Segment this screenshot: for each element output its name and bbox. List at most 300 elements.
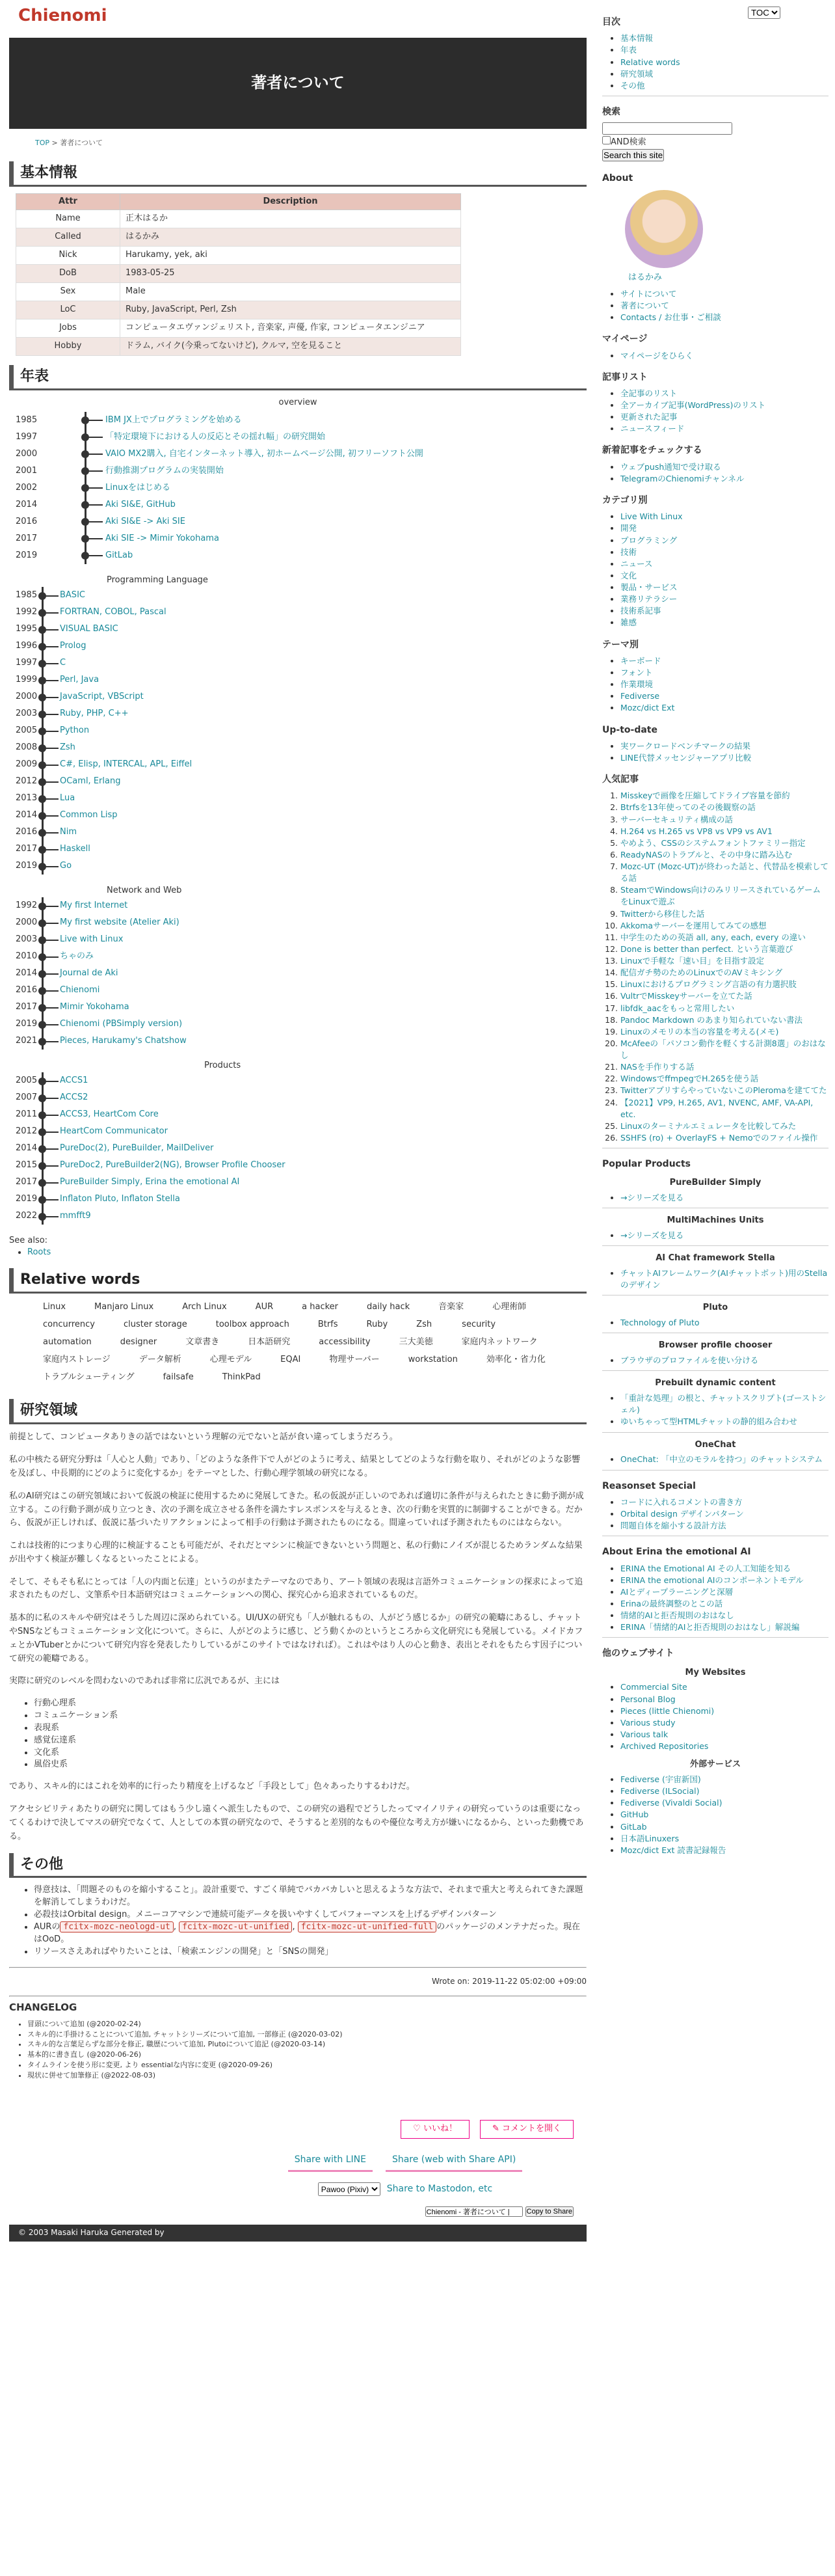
sidebar-link[interactable]: Btrfsを13年使ってのその後観察の話 <box>620 802 756 813</box>
sidebar-list-item <box>620 1785 828 1797</box>
sidebar-link[interactable]: 配信ガチ勢のためのLinuxでのAVミキシング <box>620 968 783 978</box>
sidebar-link[interactable]: Akkomaサーバーを運用してみての感想 <box>620 920 767 930</box>
site-title[interactable]: Chienomi <box>18 6 107 25</box>
timeline-entry[interactable]: Haskell <box>60 843 90 854</box>
timeline-stem <box>44 906 59 907</box>
relative-word[interactable]: 家庭内ネットワーク <box>461 1336 538 1347</box>
list-item: • 文化系 <box>34 1747 587 1759</box>
timeline-row <box>16 999 587 1016</box>
sidebar-list-item <box>620 1809 828 1821</box>
and-search-checkbox[interactable] <box>602 136 611 144</box>
sidebar-list-item <box>620 582 828 593</box>
timeline-entry[interactable]: BASIC <box>60 590 85 600</box>
relative-word[interactable]: AUR <box>255 1302 274 1312</box>
sidebar-link[interactable]: Pieces (little Chienomi) <box>620 1705 715 1716</box>
sidebar-link[interactable]: 開発 <box>620 523 637 534</box>
timeline-entry[interactable]: Perl, Java <box>60 674 99 685</box>
package-code: fcitx-mozc-ut-unified-full <box>298 1921 437 1932</box>
timeline-year: 2016 <box>16 826 38 837</box>
timeline-entry[interactable]: C <box>60 657 66 668</box>
copy-share-button[interactable]: Copy to Share <box>526 2207 572 2216</box>
sidebar-link[interactable]: ニュース <box>620 558 653 569</box>
sidebar-link[interactable]: Commercial Site <box>620 1682 687 1692</box>
value-cell: Ruby, JavaScript, Perl, Zsh <box>120 301 461 319</box>
timeline-row <box>16 1191 587 1208</box>
relative-word[interactable]: EQAI <box>280 1354 301 1364</box>
timeline-entry[interactable]: My first website (Atelier Aki) <box>60 917 179 927</box>
toc-select[interactable] <box>748 7 780 19</box>
timeline-year: 2017 <box>16 1001 38 1012</box>
sidebar-list-item <box>620 932 828 943</box>
sidebar-link[interactable]: GitLab <box>620 1821 647 1832</box>
timeline-entry[interactable]: Aki SI&E -> Aki SIE <box>105 516 185 526</box>
timeline-row <box>16 807 587 824</box>
relative-word[interactable]: 三大美徳 <box>399 1336 433 1347</box>
timeline-year: 2022 <box>16 1210 38 1221</box>
sidebar-link[interactable]: 「重計な処理」の根と、チャットスクリプト(ゴーストシェル) <box>620 1393 827 1415</box>
sidebar-link[interactable]: 日本語Linuxers <box>620 1833 680 1843</box>
sidebar-link[interactable]: Various study <box>620 1717 676 1728</box>
sidebar-link[interactable]: Contacts / お仕事・ご相談 <box>620 312 721 323</box>
timeline-entry[interactable]: Lua <box>60 793 75 803</box>
sidebar-list-item <box>620 1610 828 1621</box>
sidebar-link[interactable]: libfdk_aacをもっと常用したい <box>620 1003 735 1013</box>
sidebar-link[interactable]: →シリーズを見る <box>620 1230 684 1241</box>
changelog-item: • タイムラインを使う形に変更, より essentialな内容に変更 (@2020-09-26) <box>27 2060 587 2070</box>
sidebar-link[interactable]: 製品・サービス <box>620 582 678 593</box>
timeline-entry[interactable]: ACCS3, HeartCom Core <box>60 1109 159 1119</box>
sidebar-link[interactable]: 業務リテラシー <box>620 594 678 604</box>
sidebar-link[interactable]: 全アーカイブ記事(WordPress)のリスト <box>620 400 766 411</box>
relative-word[interactable]: accessibility <box>319 1336 371 1347</box>
timeline-entry[interactable]: mmfft9 <box>60 1210 91 1221</box>
relative-word[interactable]: 文章書き <box>185 1336 220 1347</box>
timeline-row <box>16 688 587 705</box>
sidebar-link[interactable]: 技術 <box>620 547 637 557</box>
sidebar-link[interactable]: LINE代替メッセンジャーアプリ比較 <box>620 752 752 763</box>
sidebar-link[interactable]: SSHFS (ro) + OverlayFS + Nemoでのファイル操作 <box>620 1132 818 1143</box>
timeline-entry[interactable]: Ruby, PHP, C++ <box>60 708 129 718</box>
timeline-row <box>16 1033 587 1050</box>
relative-word[interactable]: Arch Linux <box>182 1302 227 1312</box>
sidebar-link[interactable]: Orbital design デザインパターン <box>620 1508 744 1519</box>
sidebar-link[interactable]: Personal Blog <box>620 1694 676 1704</box>
sidebar-subheading: 外部サービス <box>689 1759 741 1770</box>
and-search-text: AND検索 <box>611 137 646 148</box>
sidebar-link[interactable]: 全記事のリスト <box>620 388 678 398</box>
timeline-entry[interactable]: Inflaton Pluto, Inflaton Stella <box>60 1193 180 1204</box>
timeline-stem <box>44 973 59 975</box>
sidebar-list-item <box>620 1268 828 1291</box>
sidebar-link[interactable]: 実ワークロードベンチマークの結果 <box>620 740 751 751</box>
timeline-stem <box>44 680 59 681</box>
sidebar-link[interactable]: Technology of Pluto <box>620 1318 700 1328</box>
sidebar-list-item <box>620 884 828 908</box>
sidebar-link[interactable]: Fediverse (宇宙新国) <box>620 1774 701 1784</box>
sidebar-link[interactable]: コードに入れるコメントの書き方 <box>620 1497 743 1507</box>
sidebar-link[interactable]: Archived Repositories <box>620 1741 709 1752</box>
timeline-entry[interactable]: My first Internet <box>60 900 128 910</box>
value-cell: 正木はるか <box>120 210 461 228</box>
sidebar-link[interactable]: McAfeeの「パソコン動作を軽くする計測8選」のおはなし <box>620 1038 826 1061</box>
footer-copyright: © 2003 Masaki Haruka Generated by <box>9 2225 587 2242</box>
comment-button[interactable]: ✎ コメントを開く <box>480 2120 574 2139</box>
sidebar-list-item <box>620 861 828 884</box>
timeline-entry[interactable]: ACCS2 <box>60 1092 88 1102</box>
sidebar-list-item <box>620 667 828 679</box>
divider <box>9 1967 587 1968</box>
roots-link[interactable]: Roots <box>27 1247 51 1258</box>
timeline-entry[interactable]: Chienomi <box>60 984 100 995</box>
timeline-entry[interactable]: ACCS1 <box>60 1075 88 1085</box>
table-row <box>16 265 461 283</box>
sidebar-link[interactable]: Fediverse <box>620 691 660 701</box>
sidebar-link[interactable]: Linuxにおけるプログラミング言語の有力選択肢 <box>620 979 797 990</box>
sidebar-heading: Reasonset Special <box>602 1480 696 1491</box>
sidebar-link[interactable]: サイトについて <box>620 288 677 299</box>
timeline-year: 2008 <box>16 742 38 752</box>
sidebar-heading: Popular Products <box>602 1159 691 1170</box>
timeline-entry[interactable]: Zsh <box>60 742 75 752</box>
copy-share-input[interactable] <box>425 2206 523 2217</box>
sidebar-heading: 他のウェブサイト <box>602 1648 674 1659</box>
sidebar-link[interactable]: サーバーセキュリティ構成の話 <box>620 814 733 824</box>
sidebar-link[interactable]: ゆいちゃって型HTMLチャットの静的組み合わせ <box>620 1417 797 1427</box>
relative-word[interactable]: 家庭内ストレージ <box>43 1354 111 1364</box>
timeline-stem <box>44 849 59 850</box>
sidebar-link[interactable]: SteamでWindows向けのみリリースされているゲームをLinuxで遊ぶ <box>620 885 821 907</box>
sidebar-link[interactable]: 著者について <box>620 301 669 311</box>
relative-word[interactable]: workstation <box>408 1354 458 1364</box>
sidebar-link[interactable]: ERINA the Emotional AI その人工知能を知る <box>620 1563 791 1573</box>
page-title: 著者について <box>251 74 345 92</box>
search-input[interactable] <box>602 122 732 135</box>
timeline-entry[interactable]: HeartCom Communicator <box>60 1126 168 1136</box>
sidebar-link[interactable]: Various talk <box>620 1729 669 1739</box>
timeline-entry[interactable]: Pieces, Harukamy's Chatshow <box>60 1035 187 1046</box>
sidebar-link[interactable]: 年表 <box>620 45 637 55</box>
timeline-entry[interactable]: Prolog <box>60 640 86 651</box>
relative-word[interactable]: automation <box>43 1336 92 1347</box>
copy-share <box>22 2206 574 2217</box>
relative-word[interactable]: Linux <box>43 1302 66 1312</box>
timeline-row <box>16 547 587 564</box>
author-link[interactable]: はるかみ <box>628 273 663 283</box>
sidebar-list-item <box>620 1681 828 1693</box>
sidebar-heading: Up-to-date <box>602 724 657 735</box>
changelog-item: • 現状に併せて加筆修正 (@2022-08-03) <box>27 2070 587 2081</box>
sidebar-list-item <box>620 908 828 920</box>
timeline-year: 2001 <box>16 465 38 476</box>
sidebar-link[interactable]: ERINA「情緒的AIと拒否規則のおはなし」解説編 <box>620 1622 800 1633</box>
timeline-entry[interactable]: VISUAL BASIC <box>60 623 118 634</box>
sidebar-list-item <box>620 1598 828 1610</box>
sidebar-link[interactable]: ERINA the emotional AIのコンポーネントモデル <box>620 1575 804 1585</box>
sidebar-list-item <box>620 558 828 570</box>
sidebar-link[interactable]: 研究領域 <box>620 68 654 79</box>
timeline-row <box>16 773 587 790</box>
value-cell: 1983-05-25 <box>120 265 461 283</box>
language-timeline <box>16 587 587 874</box>
changelog-item: • 基本的に書き直し (@2020-06-26) <box>27 2050 587 2060</box>
sidebar-link[interactable]: GitHub <box>620 1810 649 1820</box>
timeline-row <box>16 897 587 914</box>
relative-word[interactable]: failsafe <box>163 1372 194 1382</box>
sidebar-link[interactable]: チャットAIフレームワーク(AIチャットボット)用のStellaのデザイン <box>620 1268 828 1290</box>
timeline-stem <box>87 555 103 556</box>
table-row <box>16 319 461 338</box>
sidebar-list-item <box>620 1014 828 1026</box>
relative-word[interactable]: 日本語研究 <box>248 1336 291 1347</box>
product-name: OneChat <box>695 1439 736 1450</box>
timeline-row <box>16 1089 587 1106</box>
search-button[interactable]: Search this site <box>603 150 663 160</box>
sidebar-link[interactable]: 情緒的AIと拒否規則のおはなし <box>620 1610 734 1621</box>
sidebar-link[interactable]: Linuxのメモリの本当の容量を考える(メモ) <box>620 1026 779 1037</box>
timeline-year: 2016 <box>16 516 38 526</box>
relative-word[interactable]: 効率化・省力化 <box>486 1354 546 1364</box>
timeline-entry[interactable]: GitLab <box>105 550 133 560</box>
timeline-year: 2019 <box>16 860 38 871</box>
timeline-year: 2007 <box>16 1092 38 1102</box>
relative-word[interactable]: Ruby <box>366 1320 388 1330</box>
sidebar-link[interactable]: 作業環境 <box>620 679 654 690</box>
sidebar-link[interactable]: やめよう、CSSのシステムフォントファミリー指定 <box>620 837 806 848</box>
timeline-stem <box>44 765 59 766</box>
sidebar-link[interactable]: OneChat: 「中立のモラルを持つ」のチャットシステム <box>620 1454 823 1465</box>
sidebar-link[interactable]: ブラウザのプロファイルを使い分ける <box>620 1355 759 1366</box>
author-avatar <box>625 190 703 268</box>
sidebar-link[interactable]: Pandoc Markdown のあまり知られていない書法 <box>620 1014 803 1025</box>
table-header: Attr <box>16 193 120 210</box>
section-other-heading: その他 <box>9 1853 587 1878</box>
share-web-button[interactable]: Share (web with Share API) <box>386 2149 522 2172</box>
relative-word[interactable]: a hacker <box>302 1302 339 1312</box>
timeline-entry[interactable]: Go <box>60 860 72 871</box>
sidebar-list-item <box>620 920 828 932</box>
sidebar-heading: About <box>602 172 633 183</box>
timeline-row <box>16 587 587 604</box>
sidebar-list-item <box>620 80 828 92</box>
timeline-entry[interactable]: PureBuilder Simply, Erina the emotional AI <box>60 1176 240 1187</box>
sidebar-link[interactable]: Misskeyで画像を圧縮してドライブ容量を節約 <box>620 791 790 801</box>
table-row <box>16 283 461 301</box>
other-text: , <box>173 1921 179 1932</box>
sidebar-link[interactable]: AIとディープラーニングと深層 <box>620 1586 734 1597</box>
sidebar-heading: 記事リスト <box>602 372 648 383</box>
relative-word[interactable]: Manjaro Linux <box>94 1302 154 1312</box>
sidebar-list-item <box>620 605 828 617</box>
timeline-stem <box>87 470 103 472</box>
package-code: fcitx-mozc-ut-unified <box>179 1921 292 1932</box>
sidebar-link[interactable]: ReadyNASのトラブルと、その中身に踏み込む <box>620 849 793 860</box>
sidebar-list-item <box>620 461 828 473</box>
timeline-entry[interactable]: Journal de Aki <box>60 968 118 978</box>
relative-word[interactable]: Btrfs <box>317 1320 338 1330</box>
reaction-buttons <box>22 2120 574 2139</box>
timeline-entry[interactable]: VAIO MX2購入, 自宅インターネット導入, 初ホームページ公開, 初フリーソフト公開 <box>105 448 423 459</box>
divider <box>9 1996 587 1997</box>
sidebar-link[interactable]: 文化 <box>620 570 637 580</box>
sidebar-link[interactable]: その他 <box>620 80 645 90</box>
timeline-entry[interactable]: PureDoc2, PureBuilder2(NG), Browser Profile Chooser <box>60 1159 285 1170</box>
sidebar-list-item <box>620 1705 828 1717</box>
sidebar-list-item <box>620 849 828 861</box>
relative-word[interactable]: 心理術師 <box>492 1302 527 1312</box>
products-caption: Products <box>204 1060 241 1070</box>
relative-word[interactable]: designer <box>120 1336 157 1347</box>
timeline-year: 2017 <box>16 1176 38 1187</box>
sidebar-link[interactable]: プログラミング <box>620 535 678 545</box>
sidebar-list-item <box>620 655 828 667</box>
and-search-label[interactable] <box>602 137 646 147</box>
timeline-stem <box>44 781 59 783</box>
timeline-year: 2015 <box>16 1159 38 1170</box>
timeline-year: 2005 <box>16 1075 38 1085</box>
relative-word[interactable]: データ解析 <box>139 1354 181 1364</box>
timeline-year: 2005 <box>16 725 38 735</box>
timeline-year: 2017 <box>16 843 38 854</box>
timeline-entry[interactable]: 行動推測プログラムの実装開始 <box>105 465 224 476</box>
timeline-stem <box>44 731 59 732</box>
timeline-entry[interactable]: Aki SI&E, GitHub <box>105 499 176 509</box>
timeline-stem <box>87 420 103 421</box>
sidebar-link[interactable]: Mozc/dict Ext <box>620 703 675 713</box>
sidebar-link[interactable]: Fediverse (ILSocial) <box>620 1786 700 1796</box>
sidebar-list-item <box>620 1132 828 1144</box>
timeline-stem <box>44 595 59 597</box>
sidebar-link[interactable]: TelegramのChienomiチャンネル <box>620 473 745 483</box>
attr-cell: Hobby <box>16 338 120 356</box>
timeline-entry[interactable]: Chienomi (PBSimply version) <box>60 1018 183 1029</box>
timeline-entry[interactable]: IBM JX上でプログラミングを始める <box>105 414 242 425</box>
sidebar-link[interactable]: Mozc/dict Ext 読書記録報告 <box>620 1845 726 1855</box>
sidebar-link[interactable]: Mozc-UT (Mozc-UT)が終わった話と、代替品を模索してる話 <box>620 861 828 884</box>
mastodon-instance-select[interactable] <box>318 2182 380 2195</box>
sidebar-link[interactable]: 技術系記事 <box>620 606 661 616</box>
sidebar-link[interactable]: H.264 vs H.265 vs VP8 vs VP9 vs AV1 <box>620 826 773 836</box>
timeline-entry[interactable]: PureDoc(2), PureBuilder, MailDeliver <box>60 1143 214 1153</box>
timeline-year: 1999 <box>16 674 38 685</box>
sidebar-link[interactable]: TwitterアプリすらやっていないこのPleromaを建ててた <box>620 1085 827 1096</box>
sidebar-link[interactable]: NASを手作りする話 <box>620 1062 695 1072</box>
sidebar-subheading: My Websites <box>685 1667 746 1677</box>
sidebar-link[interactable]: フォント <box>620 668 653 677</box>
sidebar-link[interactable]: 基本情報 <box>620 33 654 44</box>
list-item <box>34 1921 587 1946</box>
sidebar-link[interactable]: Twitterから移住した話 <box>620 908 705 919</box>
timeline-stem <box>44 748 59 749</box>
research-paragraph: アクセシビリティあたりの研究に関してはもう少し遠くへ派生したもので、この研究の過程でどうしたってマイノリティの研究っていうのは重要になってくるわけで決してマスの研究でなくて、人としての本質の研究なので、そうすると差別的なものや優位な考え方が嫌いになるから、といった動機である。 <box>9 1804 584 1841</box>
sidebar-link[interactable]: →シリーズを見る <box>620 1193 684 1203</box>
sidebar-list-item <box>620 511 828 522</box>
sidebar-link[interactable]: Linuxで手軽な「速い目」を目指す設定 <box>620 956 765 966</box>
timeline-stem <box>44 1199 59 1200</box>
timeline-entry[interactable]: C#, Elisp, INTERCAL, APL, Eiffel <box>60 759 192 769</box>
relative-word[interactable]: Zsh <box>416 1320 432 1330</box>
timeline-entry[interactable]: Nim <box>60 826 77 837</box>
timeline-year: 1992 <box>16 900 38 910</box>
timeline-entry[interactable]: 「特定環境下における人の反応とその揺れ幅」の研究開始 <box>105 431 326 442</box>
sidebar-link[interactable]: Erinaの最終調整のとこの話 <box>620 1598 723 1608</box>
relative-word[interactable]: cluster storage <box>123 1320 187 1330</box>
sidebar-link[interactable]: ニュースフィード <box>620 424 685 434</box>
sidebar-link[interactable]: Fediverse (Vivaldi Social) <box>620 1798 722 1808</box>
timeline-entry[interactable]: ちゃのみ <box>60 951 94 961</box>
share-mastodon-link[interactable]: Share to Mastodon, etc <box>386 2184 493 2195</box>
sidebar-link[interactable]: ウェブpush通知で受け取る <box>620 461 721 472</box>
timeline-year: 2010 <box>16 951 38 961</box>
sidebar-link[interactable]: 中学生のための英語 all, any, each, every の違い <box>620 932 806 942</box>
sidebar-link[interactable]: 更新された記事 <box>620 412 678 422</box>
timeline-entry[interactable]: Mimir Yokohama <box>60 1001 129 1012</box>
list-item: • 必殺技はOrbital design。メニーコアマシンで連続可能データを扱いやすくしてパフォーマンスを上げるデザインパターン <box>34 1909 587 1921</box>
timeline-year: 2019 <box>16 550 38 560</box>
research-paragraph: 私の中核たる研究分野は「人心と人動」であり、「どのような条件下で人がどのように考え、結果としてどのような行動を取り、それがどのような影響を及ぼし、中長期的にどのように変化するか」をテーマとした、行動心理学領域の研究になる。 <box>9 1455 581 1478</box>
sidebar-link[interactable]: Live With Linux <box>620 511 683 522</box>
sidebar-link[interactable]: Done is better than perfect. という言葉遊び <box>620 943 793 954</box>
timeline-entry[interactable]: FORTRAN, COBOL, Pascal <box>60 606 166 617</box>
relative-word[interactable]: トラブルシューティング <box>43 1372 135 1382</box>
section-basic-heading: 基本情報 <box>9 161 587 187</box>
sidebar-link[interactable]: VultrでMisskeyサーバーを立てた話 <box>620 991 752 1001</box>
timeline-row <box>16 480 587 496</box>
sidebar-link[interactable]: 【2021】VP9, H.265, AV1, NVENC, AMF, VA-API, etc. <box>620 1097 814 1119</box>
sidebar-link[interactable]: マイページをひらく <box>620 350 694 360</box>
breadcrumb-top-link[interactable]: TOP <box>35 138 50 147</box>
package-code: fcitx-mozc-neologd-ut <box>60 1921 173 1932</box>
relative-word[interactable]: toolbox approach <box>215 1320 289 1330</box>
relative-word[interactable]: security <box>462 1320 496 1330</box>
sidebar-list-item <box>620 1774 828 1785</box>
sidebar-link[interactable]: Relative words <box>620 57 680 67</box>
research-list <box>16 1698 587 1771</box>
timeline-stem <box>87 538 103 539</box>
timeline-row <box>16 671 587 688</box>
timeline-stem <box>87 504 103 506</box>
like-button[interactable]: ♡ いいね！ <box>401 2120 470 2139</box>
sidebar-list-item <box>620 1497 828 1508</box>
section-research-heading: 研究領域 <box>9 1399 587 1424</box>
sidebar-list-item <box>620 547 828 558</box>
relative-word[interactable]: 心理モデル <box>209 1354 252 1364</box>
sidebar-link[interactable]: キーボード <box>620 655 661 666</box>
sidebar <box>596 0 835 2242</box>
timeline-entry[interactable]: JavaScript, VBScript <box>60 691 144 701</box>
timeline-stem <box>44 1165 59 1167</box>
sidebar-list-item <box>620 68 828 80</box>
share-line-button[interactable]: Share with LINE <box>288 2149 373 2172</box>
relative-word[interactable]: ThinkPad <box>222 1372 261 1382</box>
sidebar-link[interactable]: 問題自体を縮小する設計方法 <box>620 1521 726 1531</box>
timeline-entry[interactable]: Live with Linux <box>60 934 124 944</box>
sidebar-link[interactable]: 雑感 <box>620 617 637 628</box>
timeline-entry[interactable]: Common Lisp <box>60 809 118 820</box>
timeline-stem <box>44 697 59 698</box>
sidebar-link[interactable]: WindowsでffmpegでH.265を使う話 <box>620 1074 759 1084</box>
sidebar-list-item <box>620 57 828 68</box>
timeline-entry[interactable]: Python <box>60 725 90 735</box>
timeline-entry[interactable]: Linuxをはじめる <box>105 482 171 493</box>
sidebar-link[interactable]: Linuxのターミナルエミュレータを比較してみた <box>620 1120 797 1131</box>
relative-word[interactable]: 音楽家 <box>438 1302 464 1312</box>
relative-word[interactable]: daily hack <box>367 1302 410 1312</box>
sidebar-list-item <box>620 943 828 955</box>
relative-word[interactable]: 物理サーバー <box>329 1354 380 1364</box>
timeline-entry[interactable]: OCaml, Erlang <box>60 776 121 786</box>
timeline-entry[interactable]: Aki SIE -> Mimir Yokohama <box>105 533 219 543</box>
relative-word[interactable]: concurrency <box>43 1320 95 1330</box>
